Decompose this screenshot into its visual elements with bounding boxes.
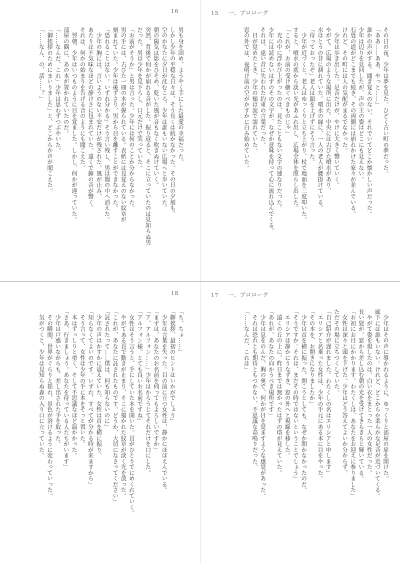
text-line: やがて、広場のような場所に出た。中央には古びた噴水があり、	[324, 27, 331, 194]
page-header	[171, 291, 178, 297]
page-body	[213, 309, 389, 549]
text-line: 少年は歩き出した。足音だけが、やけに大きく響いていく。	[332, 27, 339, 188]
page-header	[211, 291, 268, 299]
text-line: 本はずっしりと重く、そして不思議なほど温かかった。	[70, 309, 77, 459]
text-line: 「アルフォン様。とても良いお名前ですね」	[136, 309, 143, 424]
page-17	[200, 282, 400, 563]
text-line: 翌朝、少年はいつものように目を覚ました。しかし、何かが違っていた。	[70, 27, 77, 223]
text-line: すると、噴水の底から淡い光があふれ出し、広場全体を照らし出した。	[291, 27, 298, 211]
text-line: 遠くの丘の上に、昨日までは無かったはずの塔が見えていた。	[275, 309, 282, 476]
text-line: それは、何かの始まりを告げる音のようにも聞こえた。	[78, 27, 85, 171]
text-line: 少年には読めないはずのその文字が、なぜか意味を持って心に流れ込んでくる。	[267, 27, 274, 234]
text-line: ただその場に立ちつくしていた。	[332, 309, 339, 396]
text-line: 「これが、あなたに託されたものです。どうか、大切になさってください」	[111, 309, 118, 505]
text-line: 「待っておったぞ」老人は顔を上げずにそう言った。	[308, 27, 315, 165]
text-line: 「託されたって……僕は、何も知らないのに」	[103, 309, 110, 430]
text-line: 少年はその声に導かれるように、ゆっくりと部屋の扉を開けた。	[382, 309, 388, 482]
page-header	[211, 9, 268, 17]
text-line: 「……なんだ、これ」少年は思わずつぶやいた。	[54, 27, 61, 154]
text-line: 「お前がそうか」と男は言った。少年には何のことか分からなかった。	[127, 27, 134, 211]
text-line: 「ああ……ああ、やっと……」	[373, 27, 380, 108]
text-line: 少年は息をのんだ。胸の奥で、何かが目を覚ますような感覚があった。	[259, 309, 266, 499]
text-line: その瞬間、世界がぐらりと揺れ、景色が溶けるように変わっていった。	[46, 309, 52, 499]
text-line: エリシアは静かにうなずき、窓の外へと視線を移した。	[283, 309, 290, 459]
text-line: 少年が近づくと、老人はゆっくりと立ち上がり、杖で地面を二度叩いた。	[300, 27, 307, 223]
page-body	[14, 27, 184, 267]
text-line: 光の中に浮かび上がったのは、見たこともない文字の連なりだった。	[275, 27, 282, 211]
text-line: 「さあ、行きましょう。あなたを待っている人たちがいます」	[62, 309, 69, 470]
text-line: 「ち、ちょ……」	[177, 309, 183, 355]
text-line: 「まずは、あなたのお名前を伺ってもよろしいですか」	[152, 309, 159, 453]
text-line: 「そうですか。それは、まだその時ではないということでしょう」	[291, 309, 298, 482]
text-line: 少年は首を横に振った。開こうとしても、なぜか開かなかったのだ。	[300, 309, 307, 493]
page-body	[213, 27, 389, 267]
text-line: 少年の胸には、言いようのない不安だけが残された。風が止み、	[95, 27, 102, 200]
text-line: やがて姿を現したのは、白い衣をまとった一人の女性だった。	[365, 309, 372, 476]
text-line: 「御挨拶のためにまいりました」と、どこからか声が聞こえた。	[46, 27, 52, 194]
text-line: やがてある頁で動きが止まり、そこに描かれた紋章が淡く光を放った。	[119, 309, 126, 499]
text-line: 「ア、アルフォン……」少年はかろうじてそれだけを口にした。	[144, 309, 151, 476]
text-line: 女性は深々と頭を下げた。少年はどう答えてよいか分からず、	[341, 309, 348, 476]
text-line: それは恐れとも期待ともつかない、不思議な高鳴りだった。	[251, 309, 257, 470]
page-number: 15	[211, 11, 219, 17]
text-line: 「あれが、あなたの向かうべき場所です」	[267, 309, 274, 419]
spread-top	[0, 0, 400, 281]
page-number: 18	[171, 291, 179, 297]
text-line: 空のかなたに夕日が沈むころ、少年は誰もいない広場へと歩いていた。	[160, 27, 167, 211]
text-line: 部屋の隅に、あの本が置かれていたのだ。	[62, 27, 69, 137]
page-body	[14, 309, 184, 549]
text-line: 「……なん、の、話……？」	[37, 27, 44, 102]
text-line: 気がつくと、少年は見知らぬ森の入り口に立っていた。	[37, 309, 44, 459]
text-line: そう言って、女性は少年の手に本をそっと置いた。	[78, 309, 85, 447]
text-line: 刻まれていた。少年は後ずさり、男から目を離すことができなかった。	[111, 27, 118, 211]
text-line: 窓の外では、夜明け前の空がかすかに白み始めていた。	[242, 27, 249, 171]
text-line: 「御挨拶、最初のヒントはいかがでしょう」	[168, 309, 175, 424]
text-line: その日の夜、少年は夢を見た。ひどく古い町の夢だった。	[382, 27, 388, 177]
text-line: 目が覚めたとき、少年の頬は涙で濡れていた。	[251, 27, 257, 154]
text-line: 「……なんだ、これは」	[242, 309, 249, 373]
text-line: エリシアと名乗った女性は、少年の手元にある本に目をやった。	[316, 309, 323, 482]
text-line: 「これが、お前の受け継ぐべきものじゃ」	[283, 27, 290, 137]
text-line: それは、遠い昔に失われた約束の言葉だった。	[259, 27, 266, 148]
page-15	[200, 0, 400, 281]
text-line: 水はとうの昔に涸れていた。噴水の縁に、一人の老人が腰掛けている。	[316, 27, 323, 211]
chapter-title: 一、プロローグ	[228, 293, 269, 299]
text-line: 石畳の道がどこまでも続き、その両側には崩れかけた家々が並んでいる。	[349, 27, 356, 217]
text-line: 女性はそう言うと、手にしていた本を開いた。頁がひとりでにめくれていく。	[127, 309, 134, 516]
text-line: 「お初にお目にかかります。わたくしは、あなたをお迎えに参りました」	[349, 309, 356, 499]
text-line: 「その本を、お開きになりましたか」	[308, 309, 315, 407]
text-line: 長い髪が、窓から差し込む朝の光を受けてきらきらと輝いている。	[357, 309, 364, 482]
page-number: 17	[211, 293, 219, 299]
text-line: 突然、背後で何かが崩れる音がした。振り返ると、そこに立っていたのは見知らぬ男	[144, 27, 151, 246]
text-line: 「自己紹介が遅れました。わたくしの名はエリシアと申します」	[324, 309, 331, 476]
text-line: 少年は言葉を失った。目の前に立つ女性は、静かにほほえんでいる。	[160, 309, 167, 493]
spread-bottom	[0, 282, 400, 563]
text-line: 男も身を固め、ようやく手にした最愛の幸福だった。	[177, 27, 183, 165]
page-16	[0, 0, 200, 281]
text-line: 誰かの声がする。聞き覚えのない、それでいてどこか懐かしい声だった。	[365, 27, 372, 217]
text-line: しかし少年の平穏な日々は、そう長くは続かなかった。その日の夕刻も、	[168, 27, 175, 217]
text-line: 朝の陽気は影をひそめ、乾いた風が音もなく吹きぬけていく。	[152, 27, 159, 188]
page-header	[171, 9, 178, 15]
text-line: 男の手には、古びた一冊の本が握られている。表紙には見覚えのない紋章が	[119, 27, 126, 223]
text-line: 少年の声はかすかに震えていた。女性は首を横に振り、	[95, 309, 102, 459]
text-line: 少年は辺りを見回したが、声の主の姿はどこにも見えない。	[357, 27, 364, 183]
text-line: 少年は戸惑いながらも、差し出された手を取った。	[54, 309, 61, 447]
text-line: けれど、その町には人の気配がまるでなかった。	[341, 27, 348, 154]
text-line: 廊下には誰もいない。けれど、どこからか柔らかな足音が近づいてくる。	[373, 309, 380, 499]
text-line: 「恐れることはない。いずれ分かる」そう言い残し、男は闇の中へ消えた。	[103, 27, 110, 223]
page-number: 16	[171, 9, 179, 15]
chapter-title: 一、プロローグ	[228, 11, 269, 17]
text-line: 「知らなくてよいのです。いずれ、すべてが分かる時が来ますから」	[86, 309, 93, 488]
page-18	[0, 282, 200, 563]
text-line: だった。男は少年を見下ろし、口元だけで笑っていた。	[136, 27, 143, 171]
text-line: あたりは不気味なほどの静けさに包まれていた。遠くで鐘の音が響く。	[86, 27, 93, 211]
